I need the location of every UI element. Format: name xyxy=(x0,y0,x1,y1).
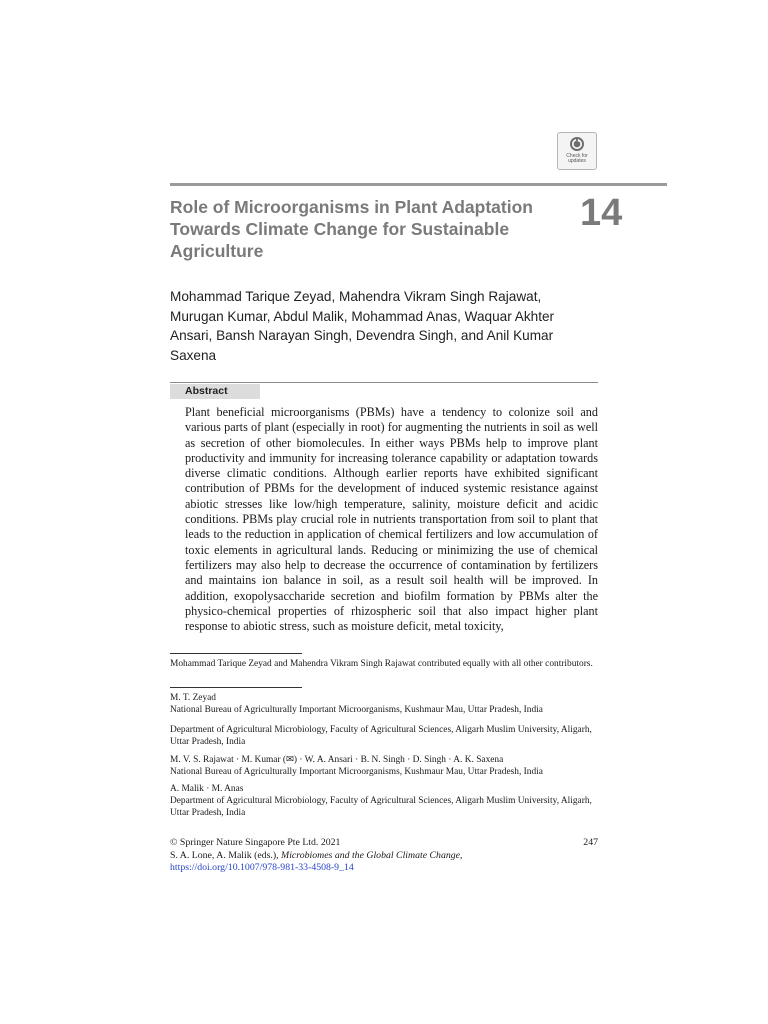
doi-link[interactable]: https://doi.org/10.1007/978-981-33-4508-9_14 xyxy=(170,862,354,873)
abstract-label: Abstract xyxy=(170,384,260,399)
update-check-icon xyxy=(569,136,585,152)
affiliation-1-institution: National Bureau of Agriculturally Important Microorganisms, Kushmaur Mau, Uttar Pradesh, India xyxy=(170,705,543,715)
affiliation-rule xyxy=(170,687,302,688)
chapter-top-rule xyxy=(170,183,667,186)
affiliation-3-names: M. V. S. Rajawat · M. Kumar (✉) · W. A. Ansari · B. N. Singh · D. Singh · A. K. Saxena xyxy=(170,755,504,765)
affiliation-4-names: A. Malik · M. Anas xyxy=(170,784,244,794)
page-number: 247 xyxy=(583,837,598,848)
abstract-rule xyxy=(170,382,598,383)
affiliation-1-names: M. T. Zeyad xyxy=(170,693,216,703)
citation-book-title: Microbiomes and the Global Climate Change xyxy=(281,850,460,861)
citation-end: , xyxy=(460,850,463,861)
abstract-text: Plant beneficial microorganisms (PBMs) have a tendency to colonize soil and various parts of plant (especially in root) for augmenting the nutrients in soil as well as secretion of other biomolecules. In either ways PBMs help to improve plant productivity and immunity for increasing tolerance capability or adaptation towards diverse climatic conditions. Although earlier reports have exhibited significant contribution of PBMs for the development of induced systemic resistance against abiotic stresses like low/high temperature, salinity, moisture deficit and acidic conditions. PBMs play crucial role in nutrients transportation from soil to plant that leads to the reduction in application of chemical fertilizers and low accumulation of toxic elements in agricultural lands. Reducing or minimizing the use of chemical fertilizers may also help to decrease the occurrence of contamination by fertilizers and maintains ion balance in soil, as a result soil health will be improved. In addition, exopolysaccharide secretion and biofilm formation by PBMs alter the physico-chemical properties of rhizospheric soil that also impact higher plant response to abiotic stress, such as moisture deficit, metal toxicity, xyxy=(185,405,598,634)
citation-line xyxy=(170,850,462,863)
badge-line-1: Check for xyxy=(566,153,588,159)
copyright-line: © Springer Nature Singapore Pte Ltd. 2021 xyxy=(170,837,341,848)
affiliation-2-institution: Department of Agricultural Microbiology, Faculty of Agricultural Sciences, Aligarh Muslim University, Aligarh, Uttar Pradesh, India xyxy=(170,725,592,748)
chapter-title: Role of Microorganisms in Plant Adaptation Towards Climate Change for Sustainable Agriculture xyxy=(170,197,533,261)
affiliation-3-institution: National Bureau of Agriculturally Important Microorganisms, Kushmaur Mau, Uttar Pradesh, India xyxy=(170,767,543,777)
badge-text xyxy=(566,154,587,164)
chapter-number: 14 xyxy=(580,192,623,234)
citation-authors: S. A. Lone, A. Malik (eds.), xyxy=(170,850,282,861)
footnote-rule xyxy=(170,653,302,654)
affiliation-4-institution: Department of Agricultural Microbiology, Faculty of Agricultural Sciences, Aligarh Muslim University, Aligarh, Uttar Pradesh, India xyxy=(170,796,592,819)
check-for-updates-badge[interactable] xyxy=(557,132,597,170)
badge-line-2: updates xyxy=(568,158,586,164)
equal-contribution-note: Mohammad Tarique Zeyad and Mahendra Vikram Singh Rajawat contributed equally with all other contributors. xyxy=(170,659,593,669)
author-list: Mohammad Tarique Zeyad, Mahendra Vikram Singh Rajawat, Murugan Kumar, Abdul Malik, Mohammad Anas, Waquar Akhter Ansari, Bansh Narayan Singh, Devendra Singh, and Anil Kumar Saxena xyxy=(170,289,555,363)
